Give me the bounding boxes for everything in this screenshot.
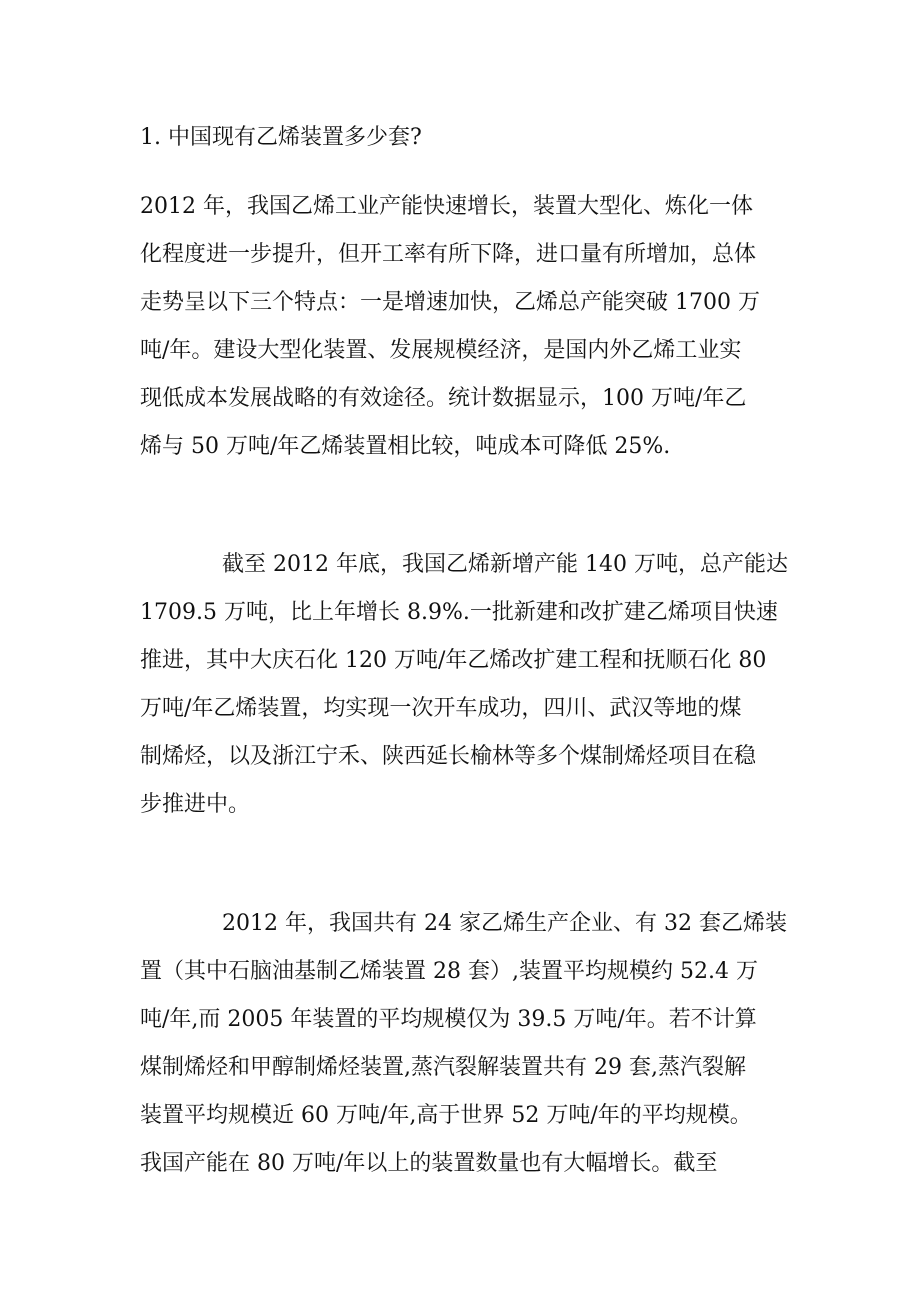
paragraph-line: 2012 年，我国乙烯工业产能快速增长，装置大型化、炼化一体 [140, 194, 753, 219]
paragraph-line: 制烯烃，以及浙江宁禾、陕西延长榆林等多个煤制烯烃项目在稳 [140, 744, 757, 769]
question-heading: 1. 中国现有乙烯装置多少套? [140, 125, 422, 150]
paragraph-line: 煤制烯烃和甲醇制烯烃装置,蒸汽裂解装置共有 29 套,蒸汽裂解 [140, 1055, 746, 1080]
paragraph-line: 2012 年，我国共有 24 家乙烯生产企业、有 32 套乙烯装 [222, 911, 787, 936]
paragraph-line: 烯与 50 万吨/年乙烯装置相比较，吨成本可降低 25%. [140, 434, 671, 459]
paragraph-line: 1709.5 万吨，比上年增长 8.9%.一批新建和改扩建乙烯项目快速 [140, 600, 778, 625]
paragraph-line: 置（其中石脑油基制乙烯装置 28 套）,装置平均规模约 52.4 万 [140, 959, 758, 984]
paragraph-line: 走势呈以下三个特点：一是增速加快，乙烯总产能突破 1700 万 [140, 290, 760, 315]
paragraph-line: 我国产能在 80 万吨/年以上的装置数量也有大幅增长。截至 [140, 1151, 718, 1176]
paragraph-line: 截至 2012 年底，我国乙烯新增产能 140 万吨，总产能达 [222, 552, 788, 577]
paragraph-line: 万吨/年乙烯装置，均实现一次开车成功，四川、武汉等地的煤 [140, 696, 742, 721]
paragraph-line: 装置平均规模近 60 万吨/年,高于世界 52 万吨/年的平均规模。 [140, 1103, 752, 1128]
paragraph-line: 吨/年。建设大型化装置、发展规模经济，是国内外乙烯工业实 [140, 338, 742, 363]
paragraph-line: 推进，其中大庆石化 120 万吨/年乙烯改扩建工程和抚顺石化 80 [140, 648, 767, 673]
paragraph-line: 吨/年,而 2005 年装置的平均规模仅为 39.5 万吨/年。若不计算 [140, 1007, 757, 1032]
paragraph-line: 步推进中。 [140, 792, 251, 817]
paragraph-line: 化程度进一步提升，但开工率有所下降，进口量有所增加，总体 [140, 242, 757, 267]
paragraph-line: 现低成本发展战略的有效途径。统计数据显示，100 万吨/年乙 [140, 386, 747, 411]
